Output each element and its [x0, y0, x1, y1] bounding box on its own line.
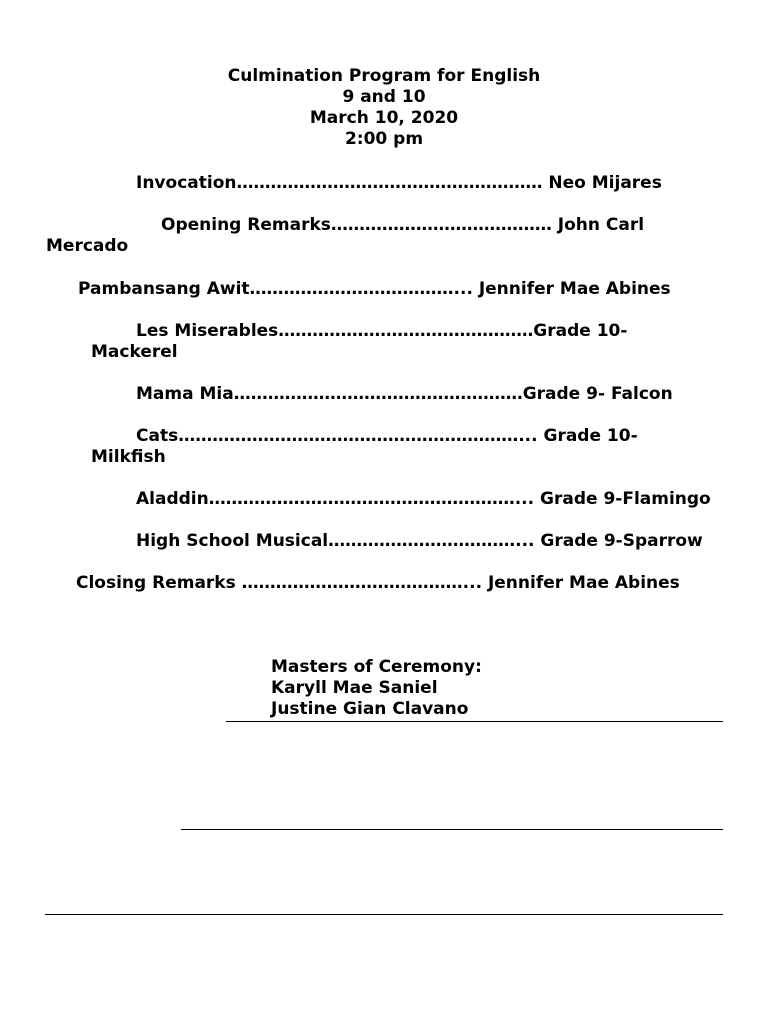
program-item-opening-remarks-cont: Mercado — [46, 236, 129, 256]
program-item-aladdin: Aladdin………………………………………………... Grade 9-Flamingo — [136, 489, 711, 509]
master-name: Karyll Mae Saniel — [271, 678, 438, 698]
program-item-les-miserables-cont: Mackerel — [91, 342, 178, 362]
master-name: Justine Gian Clavano — [271, 699, 469, 719]
program-grades: 9 and 10 — [342, 87, 426, 107]
program-item-les-miserables: Les Miserables………………………………………Grade 10- — [136, 321, 628, 341]
program-header — [0, 66, 768, 150]
program-date: March 10, 2020 — [309, 108, 459, 128]
program-item-cats-cont: Milkfish — [91, 447, 166, 467]
program-time: 2:00 pm — [344, 129, 424, 149]
program-item-closing-remarks: Closing Remarks …………………………………... Jennifer Mae Abines — [76, 573, 680, 593]
program-item-cats: Cats……………………………………………………... Grade 10- — [136, 426, 638, 446]
divider-line — [226, 721, 723, 722]
program-item-pambansang-awit: Pambansang Awit………………………………... Jennifer Mae Abines — [78, 279, 671, 299]
program-title: Culmination Program for English — [227, 66, 541, 86]
program-item-high-school-musical: High School Musical……………………………... Grade 9-Sparrow — [136, 531, 703, 551]
program-item-opening-remarks: Opening Remarks………………………………… John Carl — [161, 215, 645, 235]
divider-line — [45, 914, 723, 915]
divider-line — [181, 829, 723, 830]
program-item-mama-mia: Mama Mia……………………………………………Grade 9- Falcon — [136, 384, 673, 404]
program-item-invocation: Invocation……………………………………………… Neo Mijares — [136, 173, 662, 193]
masters-of-ceremony — [271, 657, 482, 720]
masters-label: Masters of Ceremony: — [271, 657, 482, 677]
